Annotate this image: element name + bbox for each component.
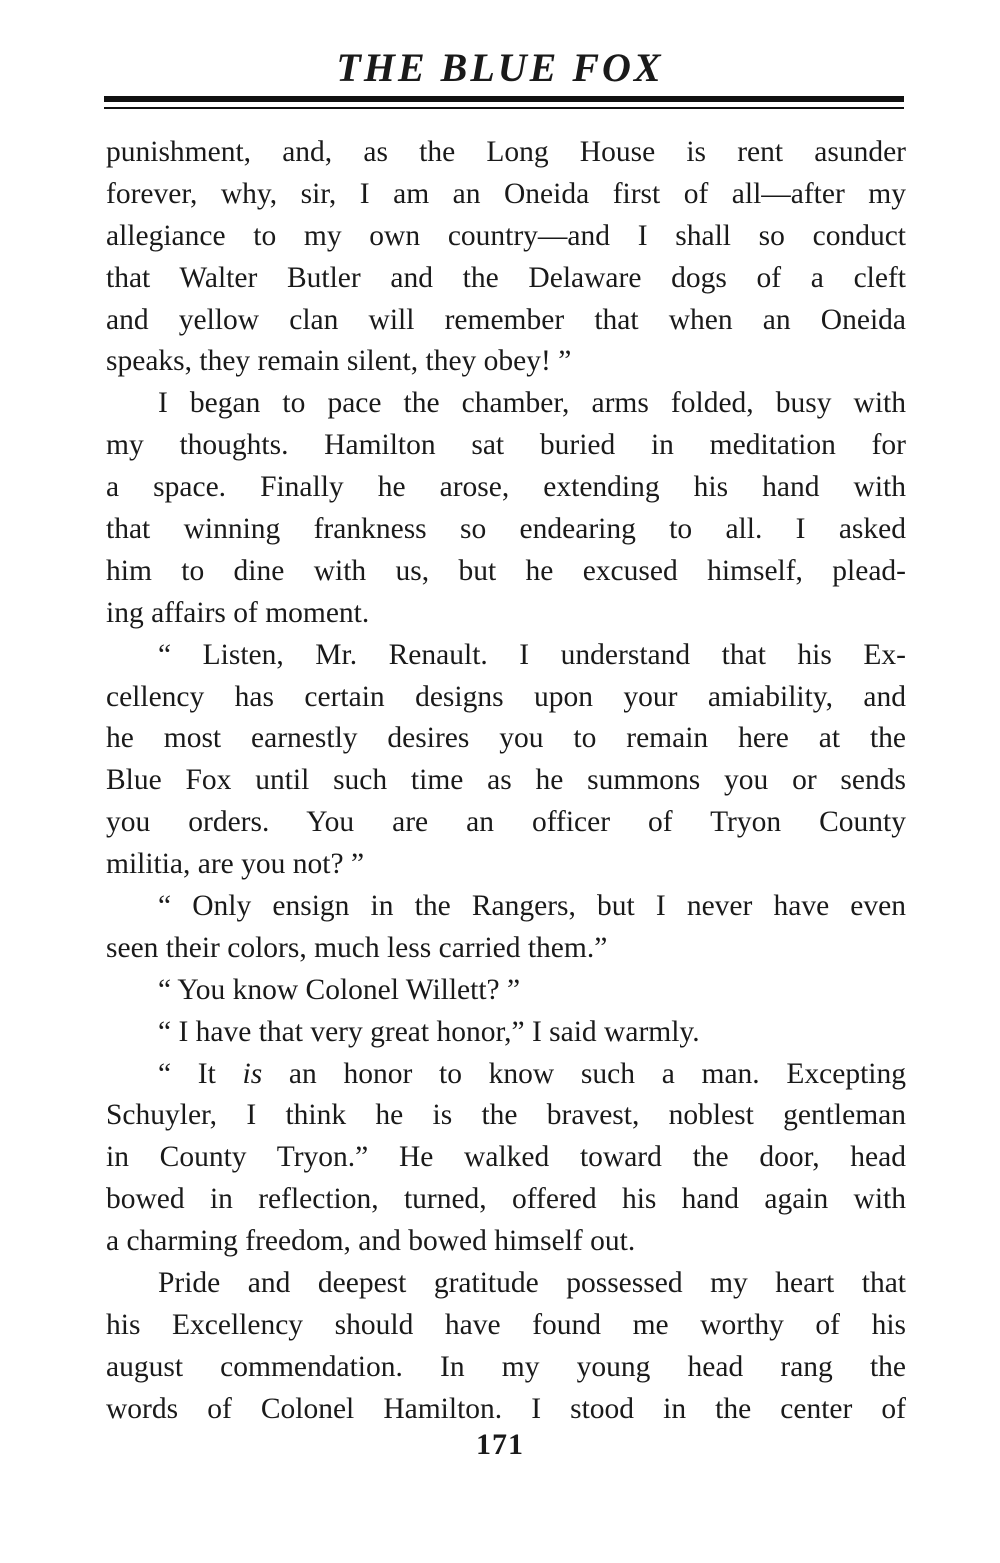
- text-line: a space. Finally he arose, extending his hand with: [106, 471, 906, 504]
- text-line: a charming freedom, and bowed himself out.: [106, 1225, 636, 1258]
- text-line: august commendation. In my young head rang the: [106, 1350, 906, 1383]
- text-line: bowed in reflection, turned, offered his hand again with: [106, 1183, 906, 1216]
- text-line: and yellow clan will remember that when an Oneida: [106, 303, 906, 336]
- emphasis-word: is: [242, 1057, 263, 1090]
- text-line: that Walter Butler and the Delaware dogs of a cleft: [106, 261, 906, 294]
- text-line: forever, why, sir, I am an Oneida first of all—after my: [106, 177, 906, 210]
- text-line: “ You know Colonel Willett? ”: [158, 973, 521, 1006]
- text-line: punishment, and, as the Long House is rent asunder: [106, 136, 906, 168]
- text-line: “ Listen, Mr. Renault. I understand that his Ex-: [158, 638, 906, 671]
- text-segment: “ It: [158, 1057, 243, 1090]
- text-line: cellency has certain designs upon your amiability, and: [106, 680, 906, 713]
- text-line: his Excellency should have found me worthy of his: [106, 1308, 906, 1341]
- text-line: Schuyler, I think he is the bravest, noblest gentleman: [106, 1099, 906, 1132]
- text-line: “ Only ensign in the Rangers, but I never have even: [158, 890, 906, 923]
- text-line: he most earnestly desires you to remain here at the: [106, 722, 906, 755]
- body-text: [106, 132, 906, 1431]
- text-line: Pride and deepest gratitude possessed my heart that: [158, 1267, 906, 1300]
- text-line: him to dine with us, but he excused himself, plead-: [106, 554, 906, 587]
- text-line: militia, are you not? ”: [106, 848, 365, 881]
- running-head-title: THE BLUE FOX: [336, 45, 664, 90]
- text-segment: an honor to know such a man. Excepting: [262, 1057, 906, 1090]
- text-line: my thoughts. Hamilton sat buried in meditation for: [106, 429, 906, 462]
- text-line: words of Colonel Hamilton. I stood in the center of: [106, 1392, 906, 1425]
- header-rule-thin: [104, 107, 904, 109]
- text-line: “ I have that very great honor,” I said warmly.: [158, 1015, 700, 1048]
- text-line: allegiance to my own country—and I shall so conduct: [106, 219, 906, 252]
- text-line: you orders. You are an officer of Tryon County: [106, 806, 906, 839]
- text-line: in County Tryon.” He walked toward the door, head: [106, 1141, 906, 1174]
- header-rule-thick: [104, 96, 904, 102]
- page-number: 171: [476, 1428, 524, 1461]
- text-line: speaks, they remain silent, they obey! ”: [106, 345, 572, 378]
- text-line: Blue Fox until such time as he summons you or sends: [106, 764, 906, 797]
- text-line: ing affairs of moment.: [106, 596, 370, 629]
- text-line: [106, 1054, 906, 1096]
- text-line: that winning frankness so endearing to all. I asked: [106, 513, 906, 546]
- text-line: seen their colors, much less carried them.”: [106, 931, 608, 964]
- text-line: I began to pace the chamber, arms folded, busy with: [158, 387, 906, 420]
